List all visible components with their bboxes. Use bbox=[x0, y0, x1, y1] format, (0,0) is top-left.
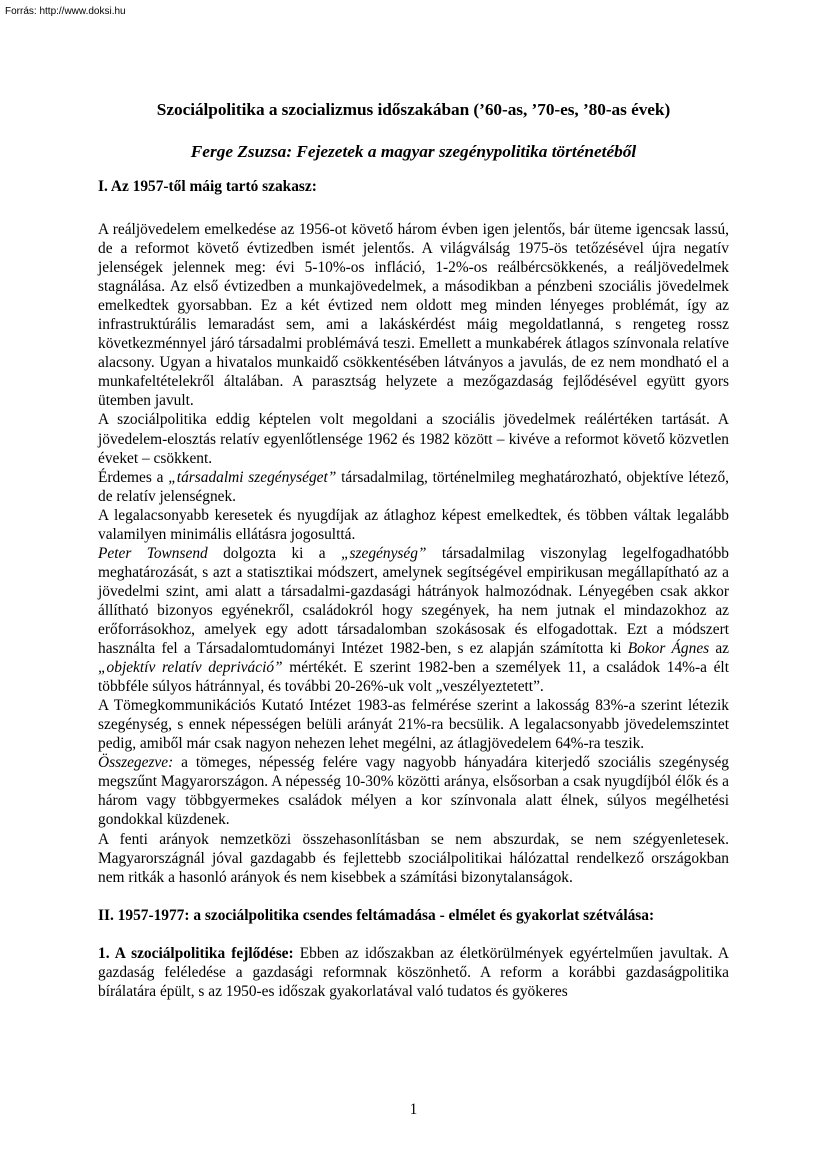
paragraph bbox=[98, 468, 729, 506]
paragraph: A fenti arányok nemzetközi összehasonlításban se nem abszurdak, se nem szégyenletesek. Magyarországnál jóval gazdagabb és fejlettebb szociálpolitikai hálózattal rendelkező országokban nem ritkák a hasonló arányok és nem kisebbek a számítási bizonytalanságok. bbox=[98, 830, 729, 886]
subsection-label: 1. A szociálpolitika fejlődése: bbox=[98, 944, 294, 962]
text-run: Érdemes a bbox=[98, 468, 169, 486]
text-run: mértékét. E szerint 1982-ben a személyek 11, a családok 14%-a élt többféle súlyos hátránnyal, és további 20-26%-uk volt „veszélyeztetett”. bbox=[98, 659, 729, 696]
text-run: a tömeges, népesség felére vagy nagyobb hányadára kiterjedő szociális szegénység megszűnt Magyarországon. A népesség 10-30% közötti aránya, elsősorban a csak nyugdíjból élők és a három vagy többgyermekes családok mélyen a kor színvonala alatt élnek, súlyos megélhetési gondokkal küzdenek. bbox=[98, 754, 729, 829]
text-run: Ebben az időszakban az életkörülmények egyértelműen javultak. A gazdaság feléledése a gazdasági reformnak köszönhető. A reform a korábbi gazdaságpolitika bírálatára épült, s az 1950-es időszak gyakorlatával való tudatos és gyökeres bbox=[98, 944, 729, 1000]
person-name: Bokor Ágnes bbox=[627, 640, 710, 658]
section-1-heading: I. Az 1957-től máig tartó szakasz: bbox=[98, 178, 317, 195]
paragraph: A szociálpolitika eddig képtelen volt megoldani a szociális jövedelmek reálértéken tartását. A jövedelem-elosztás relatív egyenlőtlensége 1962 és 1982 között – kivéve a reformot követő közvetlen éveket – csökkent. bbox=[98, 411, 729, 467]
paragraph bbox=[98, 944, 729, 1001]
document-subtitle: Ferge Zsuzsa: Fejezetek a magyar szegénypolitika történetéből bbox=[190, 142, 637, 161]
text-run: dolgozta ki a bbox=[207, 544, 341, 562]
emphasis: „objektív relatív depriváció” bbox=[98, 659, 283, 677]
page-number: 1 bbox=[409, 1101, 418, 1118]
text-run: társadalmilag, történelmileg meghatározható, objektíve létező, de relatív jelenségnek. bbox=[98, 468, 730, 505]
source-url: Forrás: http://www.doksi.hu bbox=[5, 6, 126, 17]
document-page bbox=[98, 95, 729, 1001]
text-run: társadalmilag viszonylag legelfogadhatóbb meghatározását, s azt a statisztikai módszert, amelynek segítségével empirikusan megállapítható az a jövedelmi szint, ami alatt a társadalmi-gazdasági hátrányok halmozódnak. Lényegében csak akkor állítható bizonyos egyénekről, családokról hogy szegények, ha nem jutnak el mindazokhoz az erőforrásokhoz, amelyek egy adott társadalomban szokásosak és elfogadottak. Ezt a módszert használta fel a Társadalomtudományi Intézet 1982-ben, s ez alapján számította ki bbox=[98, 544, 729, 658]
document-title: Szociálpolitika a szocializmus időszakában (’60-as, ’70-es, ’80-as évek) bbox=[156, 100, 671, 119]
paragraph: A Tömegkommunikációs Kutató Intézet 1983-as felmérése szerint a lakosság 83%-a szerint létezik szegénység, s ennek népességen belüli arányát 21%-ra becsülik. A legalacsonyabb jövedelemszintet pedig, amiből már csak nagyon nehezen lehet megélni, az átlagjövedelem 64%-ra teszik. bbox=[98, 697, 729, 753]
emphasis: „társadalmi szegénységet” bbox=[168, 468, 337, 486]
spacer bbox=[98, 887, 729, 906]
spacer bbox=[98, 925, 729, 944]
paragraph: A legalacsonyabb keresetek és nyugdíjak az átlaghoz képest emelkedtek, és többen váltak legalább valamilyen minimális ellátásra jogosulttá. bbox=[98, 506, 729, 543]
section-1-body bbox=[98, 220, 729, 887]
text-run: az bbox=[709, 640, 730, 658]
person-name: Peter Townsend bbox=[98, 544, 208, 562]
paragraph bbox=[98, 753, 729, 829]
section-2-heading: II. 1957-1977: a szociálpolitika csendes feltámadása - elmélet és gyakorlat szétválása: bbox=[98, 906, 655, 924]
paragraph bbox=[98, 544, 729, 696]
paragraph: A reáljövedelem emelkedése az 1956-ot követő három évben igen jelentős, bár üteme igencsak lassú, de a reformot követő évtizedben ismét jelentős. A világválság 1975-ös tetőzésével újra negatív jelenségek jelennek meg: évi 5-10%-os infláció, 1-2%-os reálbércsökkenés, a reáljövedelmek stagnálása. Az első évtizedben a munkajövedelmek, a másodikban a pénzbeni szociális jövedelmek emelkedtek gyorsabban. Ez a két évtized nem oldott meg minden lényeges problémát, így az infrastruktúrális lemaradást sem, ami a lakáskérdést máig megoldatlanná, s rengeteg rossz következménnyel járó társadalmi problémává teszi. Emellett a munkabérek átlagos színvonala relatíve alacsony. Ugyan a hivatalos munkaidő csökkentésében látványos a javulás, de ez nem mondható el a munkafeltételekről általában. A parasztság helyzete a mezőgazdaság fejlődésével együtt gyors ütemben javult. bbox=[98, 221, 729, 410]
emphasis: „szegénység” bbox=[340, 544, 427, 562]
emphasis: Összegezve: bbox=[98, 754, 174, 772]
